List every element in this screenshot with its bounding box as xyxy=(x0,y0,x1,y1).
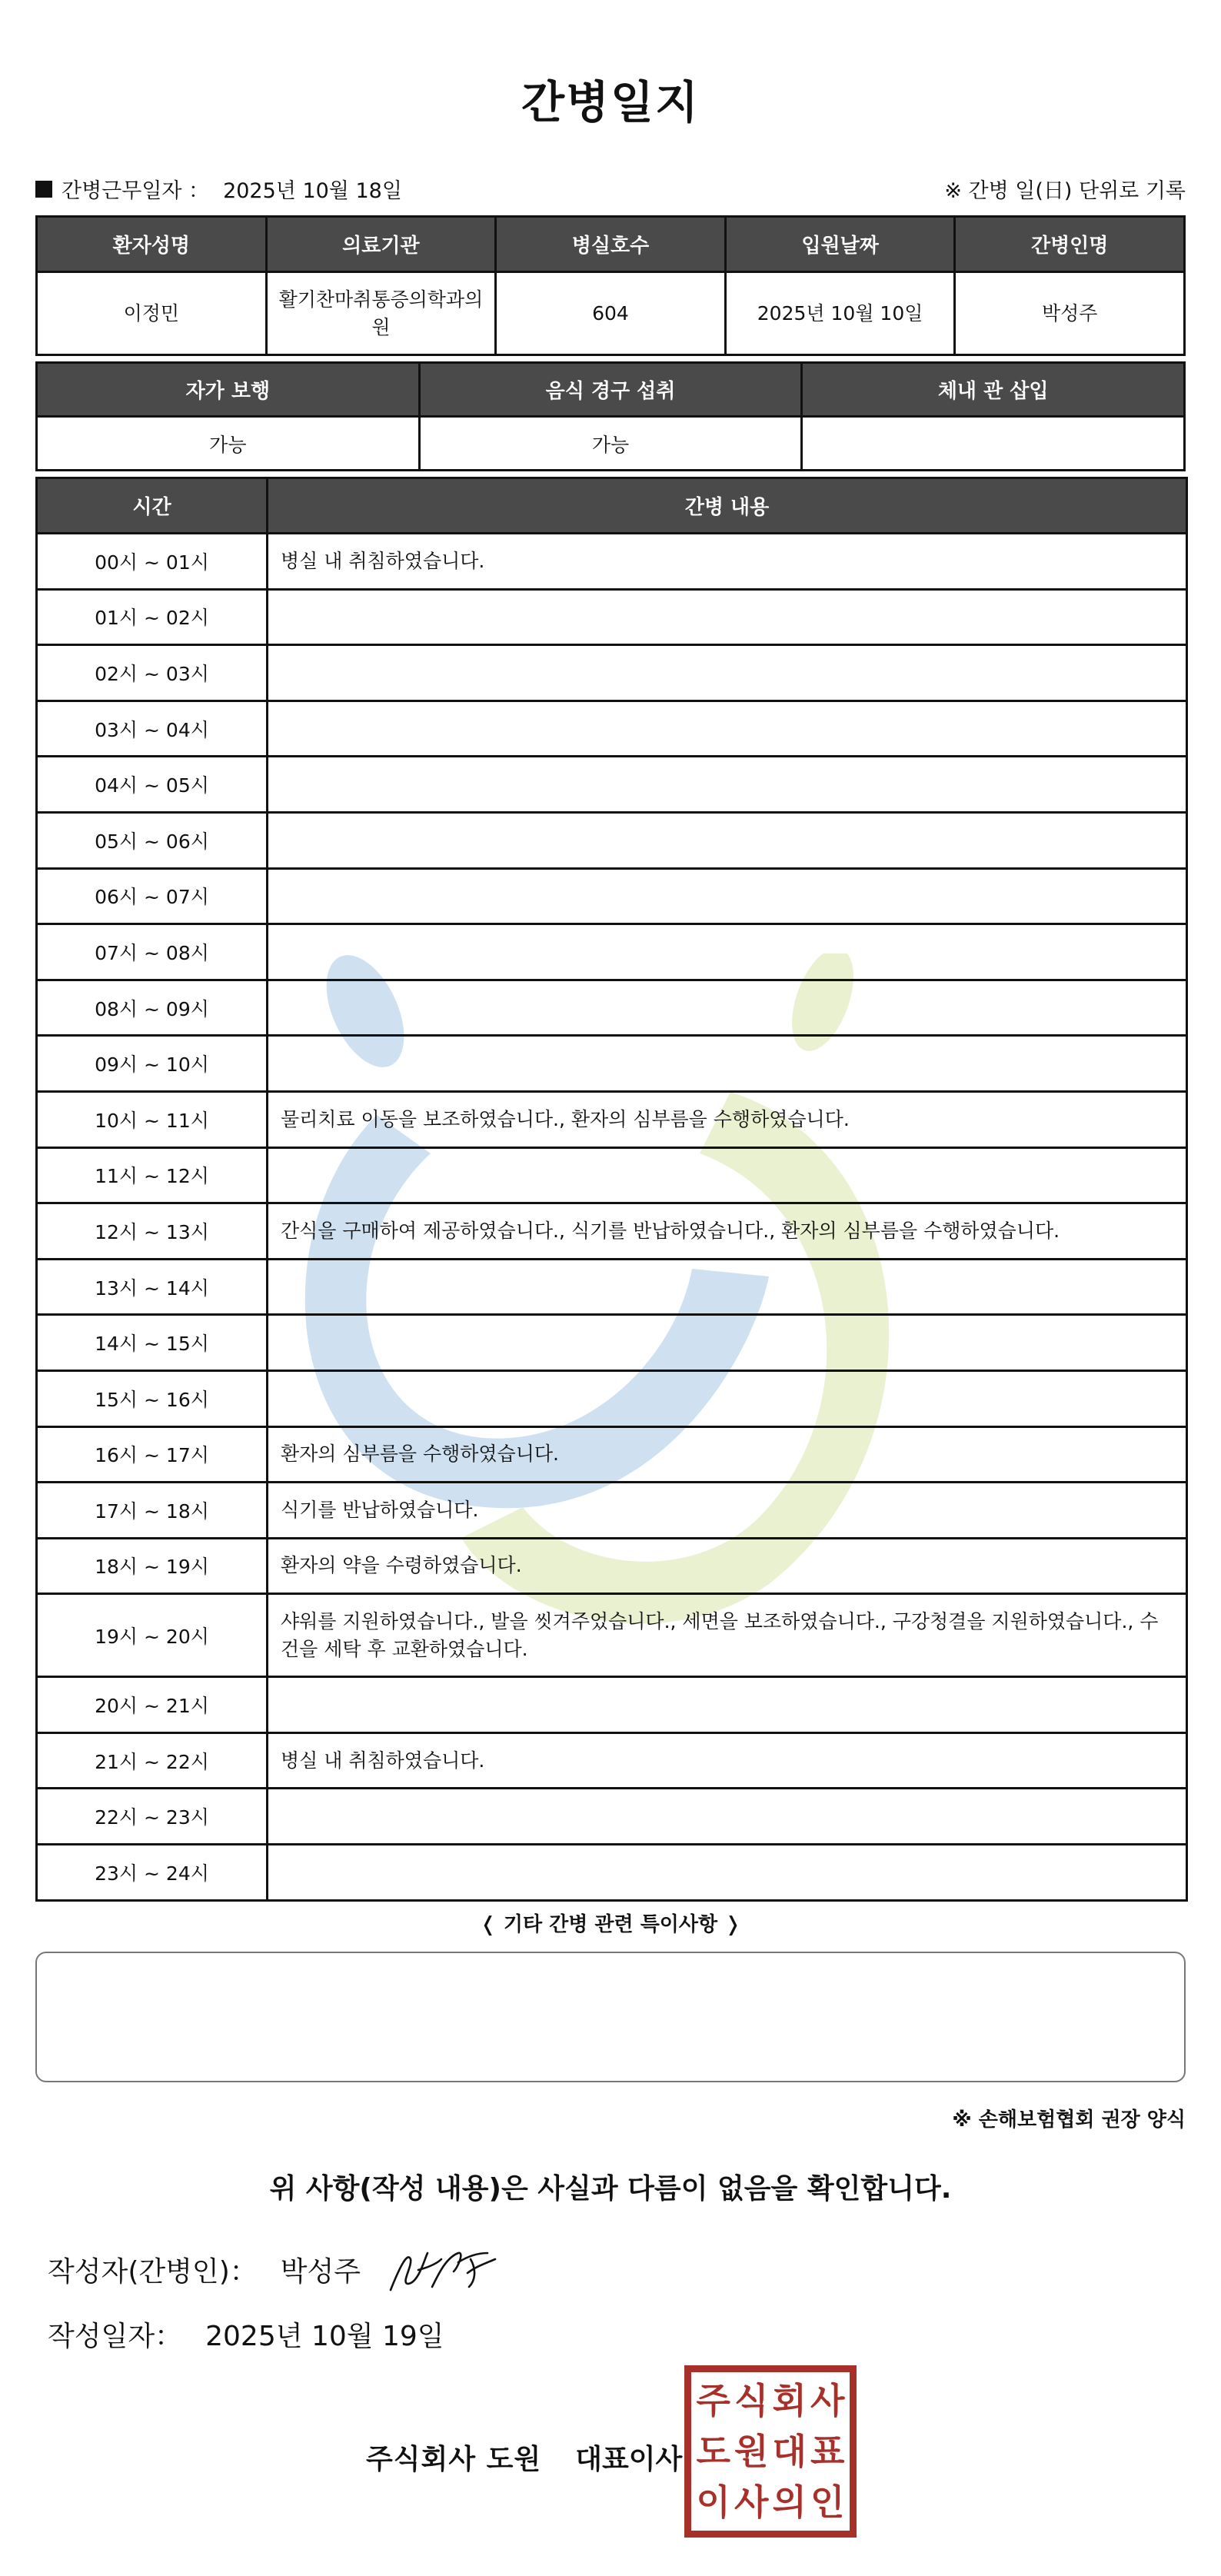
header-oral-intake: 음식 경구 섭취 xyxy=(419,363,802,417)
log-time-cell: 15시 ~ 16시 xyxy=(37,1370,268,1426)
log-row xyxy=(37,1426,1187,1483)
hourly-care-log-table xyxy=(35,477,1188,1902)
log-row xyxy=(37,1789,1187,1845)
ceo-title: 대표이사 xyxy=(575,2444,683,2475)
caregiver-name: 박성주 xyxy=(955,272,1185,355)
log-time-cell: 22시 ~ 23시 xyxy=(37,1789,268,1845)
tube-insertion-value xyxy=(802,417,1185,471)
log-content-cell: 물리치료 이동을 보조하였습니다., 환자의 심부름을 수행하였습니다. xyxy=(268,1091,1187,1147)
log-time-cell: 11시 ~ 12시 xyxy=(37,1147,268,1203)
log-time-cell: 16시 ~ 17시 xyxy=(37,1426,268,1483)
log-content-cell xyxy=(268,812,1187,868)
writer-label: 작성자(간병인)： xyxy=(48,2256,258,2288)
log-content-cell xyxy=(268,1677,1187,1733)
log-row xyxy=(37,1091,1187,1147)
log-content-cell xyxy=(268,1147,1187,1203)
log-time-cell: 13시 ~ 14시 xyxy=(37,1259,268,1315)
log-time-cell: 08시 ~ 09시 xyxy=(37,980,268,1036)
special-notes-label: ❬ 기타 간병 관련 특이사항 ❭ xyxy=(480,1913,741,1936)
log-content-cell xyxy=(268,589,1187,645)
header-caregiver-name: 간병인명 xyxy=(955,217,1185,272)
log-time-cell: 12시 ~ 13시 xyxy=(37,1203,268,1260)
log-row xyxy=(37,1845,1187,1901)
log-content-cell xyxy=(268,1259,1187,1315)
writer-line xyxy=(48,2250,361,2289)
seal-glyph: 이 xyxy=(696,2481,730,2523)
log-content-cell xyxy=(268,645,1187,701)
log-time-cell: 07시 ~ 08시 xyxy=(37,924,268,980)
log-time-cell: 20시 ~ 21시 xyxy=(37,1677,268,1733)
seal-glyph: 회 xyxy=(772,2380,807,2421)
log-time-cell: 01시 ~ 02시 xyxy=(37,589,268,645)
log-time-cell: 02시 ~ 03시 xyxy=(37,645,268,701)
company-name: 주식회사 도원 xyxy=(366,2444,542,2475)
log-time-cell: 06시 ~ 07시 xyxy=(37,868,268,924)
log-row xyxy=(37,980,1187,1036)
confirmation-statement: 위 사항(작성 내용)은 사실과 다름이 없음을 확인합니다. xyxy=(269,2173,952,2205)
log-time-cell: 19시 ~ 20시 xyxy=(37,1594,268,1677)
log-row xyxy=(37,1147,1187,1203)
log-time-cell: 04시 ~ 05시 xyxy=(37,757,268,813)
header-admission-date: 입원날짜 xyxy=(725,217,955,272)
page-title: 간병일지 xyxy=(521,76,700,128)
seal-glyph: 주 xyxy=(696,2380,730,2421)
log-content-cell: 환자의 심부름을 수행하였습니다. xyxy=(268,1426,1187,1483)
log-row xyxy=(37,645,1187,701)
log-row xyxy=(37,1203,1187,1260)
log-row xyxy=(37,924,1187,980)
log-row xyxy=(37,812,1187,868)
log-row xyxy=(37,1677,1187,1733)
log-content-cell xyxy=(268,1036,1187,1092)
log-content-cell xyxy=(268,1789,1187,1845)
seal-glyph: 원 xyxy=(734,2431,769,2472)
header-care-content: 간병 내용 xyxy=(268,478,1187,534)
log-time-cell: 17시 ~ 18시 xyxy=(37,1483,268,1539)
log-content-cell xyxy=(268,757,1187,813)
company-seal-stamp xyxy=(684,2365,857,2538)
log-time-cell: 10시 ~ 11시 xyxy=(37,1091,268,1147)
log-time-cell: 09시 ~ 10시 xyxy=(37,1036,268,1092)
log-time-cell: 18시 ~ 19시 xyxy=(37,1538,268,1594)
log-time-cell: 21시 ~ 22시 xyxy=(37,1732,268,1789)
log-row xyxy=(37,757,1187,813)
log-row xyxy=(37,1594,1187,1677)
patient-info-table xyxy=(35,215,1186,356)
log-time-cell: 05시 ~ 06시 xyxy=(37,812,268,868)
self-walking-value: 가능 xyxy=(37,417,420,471)
company-signature-line xyxy=(366,2438,682,2477)
header-room-number: 병실호수 xyxy=(496,217,726,272)
log-content-cell: 샤워를 지원하였습니다., 발을 씻겨주었습니다., 세면을 보조하였습니다., 구강청결을 지원하였습니다., 수건을 세탁 후 교환하였습니다. xyxy=(268,1594,1187,1677)
log-time-cell: 14시 ~ 15시 xyxy=(37,1315,268,1371)
seal-glyph: 의 xyxy=(772,2481,807,2523)
log-content-cell xyxy=(268,1315,1187,1371)
written-date-value: 2025년 10월 19일 xyxy=(205,2321,444,2352)
seal-glyph: 인 xyxy=(810,2481,845,2523)
care-date-label: 간병근무일자 ： xyxy=(62,179,210,203)
log-row xyxy=(37,1036,1187,1092)
written-date-label: 작성일자： xyxy=(48,2321,183,2352)
hospital-name: 활기찬마취통증의학과의원 xyxy=(266,272,496,355)
log-content-cell xyxy=(268,1845,1187,1901)
bullet-square-icon xyxy=(35,181,52,198)
log-row xyxy=(37,589,1187,645)
seal-glyph: 사 xyxy=(810,2380,845,2421)
writer-name: 박성주 xyxy=(280,2256,361,2288)
log-row xyxy=(37,1315,1187,1371)
log-row xyxy=(37,868,1187,924)
log-row xyxy=(37,1732,1187,1789)
log-content-cell xyxy=(268,1370,1187,1426)
seal-glyph: 대 xyxy=(772,2431,807,2472)
oral-intake-value: 가능 xyxy=(419,417,802,471)
log-content-cell xyxy=(268,701,1187,757)
log-row xyxy=(37,701,1187,757)
header-patient-name: 환자성명 xyxy=(37,217,267,272)
log-row xyxy=(37,534,1187,590)
admission-date: 2025년 10월 10일 xyxy=(725,272,955,355)
log-content-cell: 식기를 반납하였습니다. xyxy=(268,1483,1187,1539)
header-self-walking: 자가 보행 xyxy=(37,363,420,417)
log-time-cell: 03시 ~ 04시 xyxy=(37,701,268,757)
special-notes-box xyxy=(35,1952,1186,2082)
header-tube-insertion: 체내 관 삽입 xyxy=(802,363,1185,417)
care-date-line xyxy=(35,174,402,204)
log-time-cell: 23시 ~ 24시 xyxy=(37,1845,268,1901)
seal-glyph: 도 xyxy=(696,2431,730,2472)
patient-name: 이정민 xyxy=(37,272,267,355)
log-content-cell xyxy=(268,868,1187,924)
log-row xyxy=(37,1538,1187,1594)
written-date-line xyxy=(48,2315,444,2354)
insurer-recommended-note: ※ 손해보험협회 권장 양식 xyxy=(952,2108,1186,2132)
signature-image xyxy=(384,2236,507,2298)
log-content-cell xyxy=(268,924,1187,980)
patient-ability-table xyxy=(35,361,1186,471)
log-content-cell: 병실 내 취침하였습니다. xyxy=(268,534,1187,590)
room-number: 604 xyxy=(496,272,726,355)
header-hospital: 의료기관 xyxy=(266,217,496,272)
seal-glyph: 표 xyxy=(810,2431,845,2472)
log-time-cell: 00시 ~ 01시 xyxy=(37,534,268,590)
header-time: 시간 xyxy=(37,478,268,534)
log-row xyxy=(37,1483,1187,1539)
log-content-cell: 병실 내 취침하였습니다. xyxy=(268,1732,1187,1789)
care-date-value: 2025년 10월 18일 xyxy=(223,179,402,203)
log-row xyxy=(37,1370,1187,1426)
seal-glyph: 사 xyxy=(734,2481,769,2523)
log-content-cell: 간식을 구매하여 제공하였습니다., 식기를 반납하였습니다., 환자의 심부름을 수행하였습니다. xyxy=(268,1203,1187,1260)
log-row xyxy=(37,1259,1187,1315)
log-rows xyxy=(37,534,1187,1901)
log-content-cell xyxy=(268,980,1187,1036)
log-content-cell: 환자의 약을 수령하였습니다. xyxy=(268,1538,1187,1594)
seal-glyph: 식 xyxy=(734,2380,769,2421)
unit-note: ※ 간병 일(日) 단위로 기록 xyxy=(944,179,1186,203)
